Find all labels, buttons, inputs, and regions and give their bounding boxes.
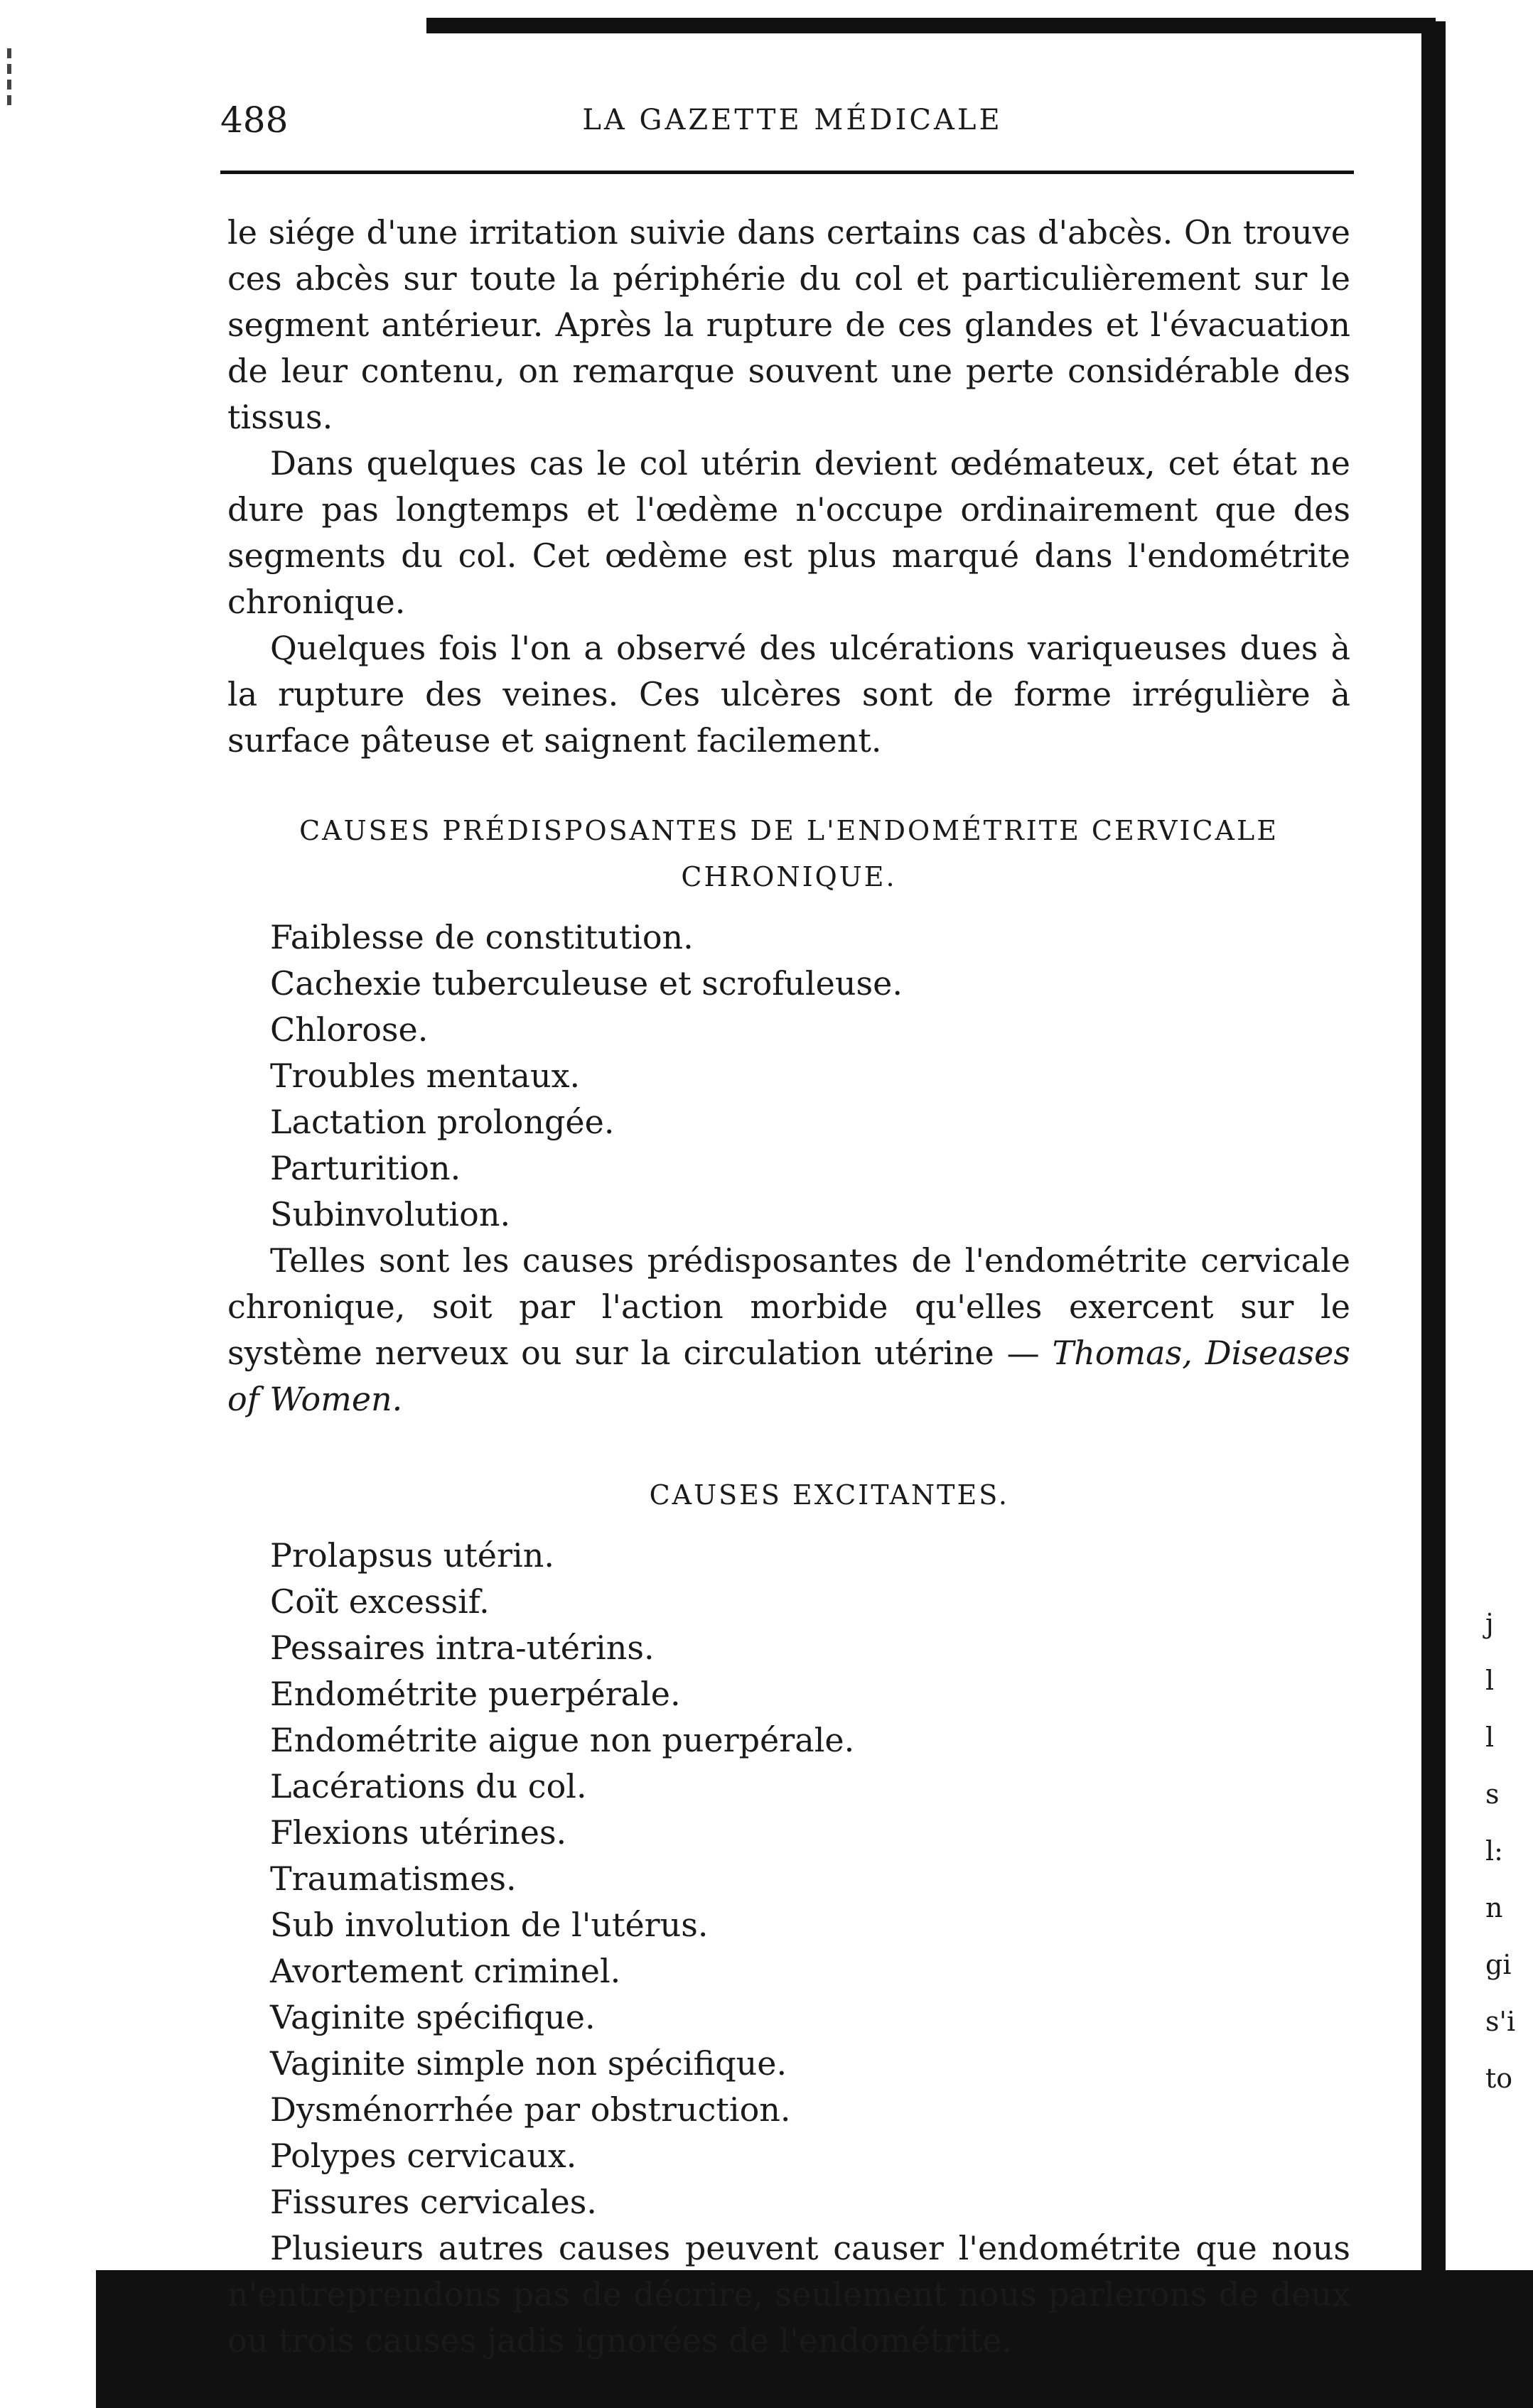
margin-letter: l: bbox=[1485, 1835, 1503, 1867]
list-item: Avortement criminel. bbox=[270, 1952, 621, 1990]
list-item: Polypes cervicaux. bbox=[270, 2137, 577, 2175]
list-item: Flexions utérines. bbox=[270, 1813, 567, 1852]
list-item: Parturition. bbox=[270, 1149, 461, 1187]
list-item: Prolapsus utérin. bbox=[270, 1536, 554, 1575]
list-item: Sub involution de l'utérus. bbox=[270, 1906, 709, 1944]
list-item: Traumatismes. bbox=[270, 1859, 517, 1898]
citation: Thomas, Diseases of Women. bbox=[227, 1334, 1350, 1418]
paragraph: le siége d'une irritation suivie dans certains cas d'abcès. On trouve ces abcès sur toute la périphérie du col et particulièrement sur le segment antérieur. Après la rupture de ces glandes et l'évacuation de leur contenu, on remarque souvent une perte considérable des tissus. bbox=[227, 213, 1350, 436]
header-rule bbox=[220, 171, 1354, 174]
margin-letter: s bbox=[1485, 1778, 1500, 1810]
margin-letter: s'i bbox=[1485, 2006, 1516, 2037]
list-item: Lactation prolongée. bbox=[270, 1103, 615, 1141]
predisposing-causes-list bbox=[227, 914, 1350, 1238]
list-item: Endométrite puerpérale. bbox=[270, 1675, 681, 1713]
list-item: Cachexie tuberculeuse et scrofuleuse. bbox=[270, 964, 903, 1003]
paragraph: Plusieurs autres causes peuvent causer l'endométrite que nous n'entreprendons pas de décrire, seulement nous parlerons de deux ou trois causes jadis ignorées de l'endométrite. bbox=[227, 2229, 1350, 2360]
list-item: Dysménorrhée par obstruction. bbox=[270, 2090, 791, 2129]
scan-artifact-marks bbox=[7, 43, 23, 111]
section-heading-predisposing: CAUSES PRÉDISPOSANTES DE L'ENDOMÉTRITE CERVICALE CHRONIQUE. bbox=[299, 815, 1279, 892]
list-item: Faiblesse de constitution. bbox=[270, 918, 694, 956]
margin-letter: gi bbox=[1485, 1949, 1512, 1980]
margin-letter: l bbox=[1485, 1722, 1495, 1753]
page-number: 488 bbox=[220, 99, 289, 141]
list-item: Lacérations du col. bbox=[270, 1767, 587, 1805]
closing-text: Telles sont les causes prédisposantes de l'endométrite cervicale chronique, soit par l'action morbide qu'elles exercent sur le système nerveux ou sur la circulation utérine — bbox=[227, 1241, 1350, 1372]
list-item: Troubles mentaux. bbox=[270, 1057, 581, 1095]
list-item: Vaginite spécifique. bbox=[270, 1998, 596, 2036]
paragraph: Dans quelques cas le col utérin devient œdémateux, cet état ne dure pas longtemps et l'œdème n'occupe ordinairement que des segments du col. Cet œdème est plus marqué dans l'endométrite chronique. bbox=[227, 444, 1350, 621]
margin-letter: to bbox=[1485, 2063, 1513, 2094]
list-item: Endométrite aigue non puerpérale. bbox=[270, 1721, 855, 1759]
list-item: Fissures cervicales. bbox=[270, 2183, 597, 2221]
running-title: LA GAZETTE MÉDICALE bbox=[582, 104, 1003, 136]
list-item: Chlorose. bbox=[270, 1010, 429, 1049]
list-item: Pessaires intra-utérins. bbox=[270, 1629, 655, 1667]
list-item: Coït excessif. bbox=[270, 1582, 490, 1621]
list-item: Vaginite simple non spécifique. bbox=[270, 2044, 787, 2083]
page-header bbox=[220, 99, 1365, 149]
section-heading-exciting: CAUSES EXCITANTES. bbox=[649, 1479, 1009, 1511]
margin-letter: l bbox=[1485, 1665, 1495, 1696]
margin-letter: j bbox=[1485, 1608, 1494, 1639]
page-edge-shadow-top bbox=[426, 18, 1436, 33]
facing-page-margin-letters bbox=[1485, 1595, 1528, 2107]
paragraph bbox=[227, 1238, 1350, 1422]
body-text bbox=[227, 210, 1350, 2364]
margin-letter: n bbox=[1485, 1892, 1503, 1923]
paragraph: Quelques fois l'on a observé des ulcérations variqueuses dues à la rupture des veines. Ces ulcères sont de forme irrégulière à surface pâteuse et saignent facilement. bbox=[227, 629, 1350, 760]
list-item: Subinvolution. bbox=[270, 1195, 511, 1233]
exciting-causes-list bbox=[227, 1533, 1350, 2225]
page-edge-shadow-right bbox=[1421, 21, 1446, 2345]
